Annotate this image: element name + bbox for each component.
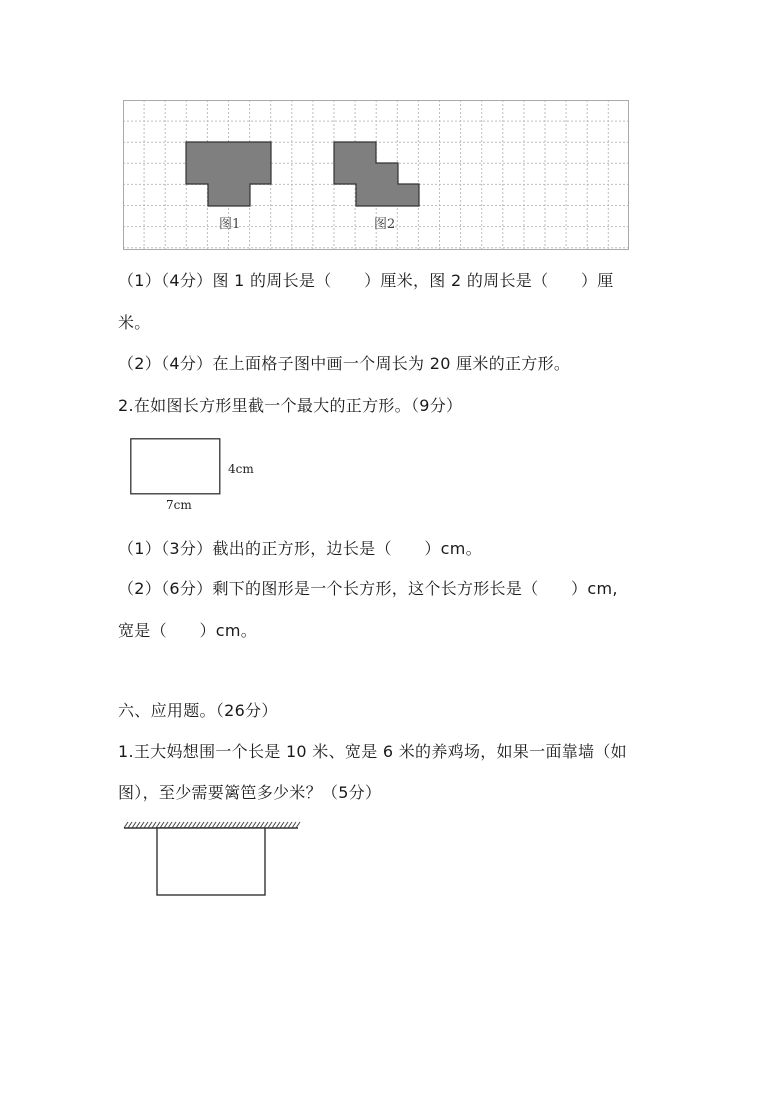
q2-part2-line2: 宽是（ ）cm。 [118,621,258,640]
grid-figure [123,100,629,250]
wall-hatch-mark [212,822,216,828]
section6-q1-line2: 图），至少需要篱笆多少米？（5分） [118,783,382,802]
wall-hatch-mark [160,822,164,828]
wall-hatch-mark [276,822,280,828]
q1-part1-line2: 米。 [118,313,151,332]
wall-hatch-mark [256,822,260,828]
wall-hatch-mark [136,822,140,828]
wall-hatch-mark [224,822,228,828]
rectangle-height-label: 4cm [228,462,254,476]
figure-1-shape [186,142,271,206]
section6-heading: 六、应用题。（26分） [118,701,278,720]
wall-hatch-mark [196,822,200,828]
wall-hatch-mark [188,822,192,828]
wall-hatch-mark [124,822,128,828]
wall-hatch-mark [180,822,184,828]
section6-q1-line1: 1.王大妈想围一个长是 10 米、宽是 6 米的养鸡场，如果一面靠墙（如 [118,742,627,761]
wall-hatch-mark [208,822,212,828]
wall-hatch-mark [280,822,284,828]
yard-rectangle [157,828,265,895]
wall-hatch-mark [184,822,188,828]
wall-yard-svg [122,818,302,900]
q2-part1: （1）（3分）截出的正方形，边长是（ ）cm。 [118,539,482,558]
wall-hatch-mark [192,822,196,828]
wall-hatch-mark [128,822,132,828]
wall-hatch-mark [140,822,144,828]
wall-hatch-mark [272,822,276,828]
wall-hatch-mark [216,822,220,828]
rectangle-svg [130,438,222,496]
q2-part2-line1: （2）（6分）剩下的图形是一个长方形，这个长方形长是（ ）cm, [118,579,618,598]
wall-hatch-mark [264,822,268,828]
rectangle-figure [130,438,270,518]
wall-hatch-mark [148,822,152,828]
wall-hatch-mark [228,822,232,828]
wall-hatch-mark [132,822,136,828]
wall-hatch-mark [252,822,256,828]
wall-hatch-mark [260,822,264,828]
wall-yard-figure [122,818,302,900]
figure-2-label: 图2 [374,217,396,232]
wall-hatch-mark [244,822,248,828]
figure-2-shape [334,142,419,206]
wall-hatch-mark [164,822,168,828]
q1-part1-line1: （1）（4分）图 1 的周长是（ ）厘米，图 2 的周长是（ ）厘 [118,271,614,290]
wall-hatch-mark [200,822,204,828]
wall-hatch-mark [248,822,252,828]
wall-hatch-mark [172,822,176,828]
rectangle-shape [131,439,220,494]
wall-hatch-mark [168,822,172,828]
q1-part2: （2）（4分）在上面格子图中画一个周长为 20 厘米的正方形。 [118,354,571,373]
wall-hatch-mark [292,822,296,828]
wall-hatch-mark [236,822,240,828]
wall-hatch-mark [220,822,224,828]
wall-hatch-mark [144,822,148,828]
wall-hatch-mark [268,822,272,828]
wall-hatch-mark [240,822,244,828]
wall-hatch-mark [232,822,236,828]
wall-hatch-mark [204,822,208,828]
wall-hatch-mark [152,822,156,828]
wall-hatch-mark [284,822,288,828]
rectangle-width-label: 7cm [166,498,192,512]
q2-title: 2.在如图长方形里截一个最大的正方形。（9分） [118,396,463,415]
wall-hatch-mark [156,822,160,828]
wall-hatch-mark [296,822,300,828]
wall-hatch-mark [288,822,292,828]
figure-1-label: 图1 [219,217,241,232]
wall-hatch-mark [176,822,180,828]
